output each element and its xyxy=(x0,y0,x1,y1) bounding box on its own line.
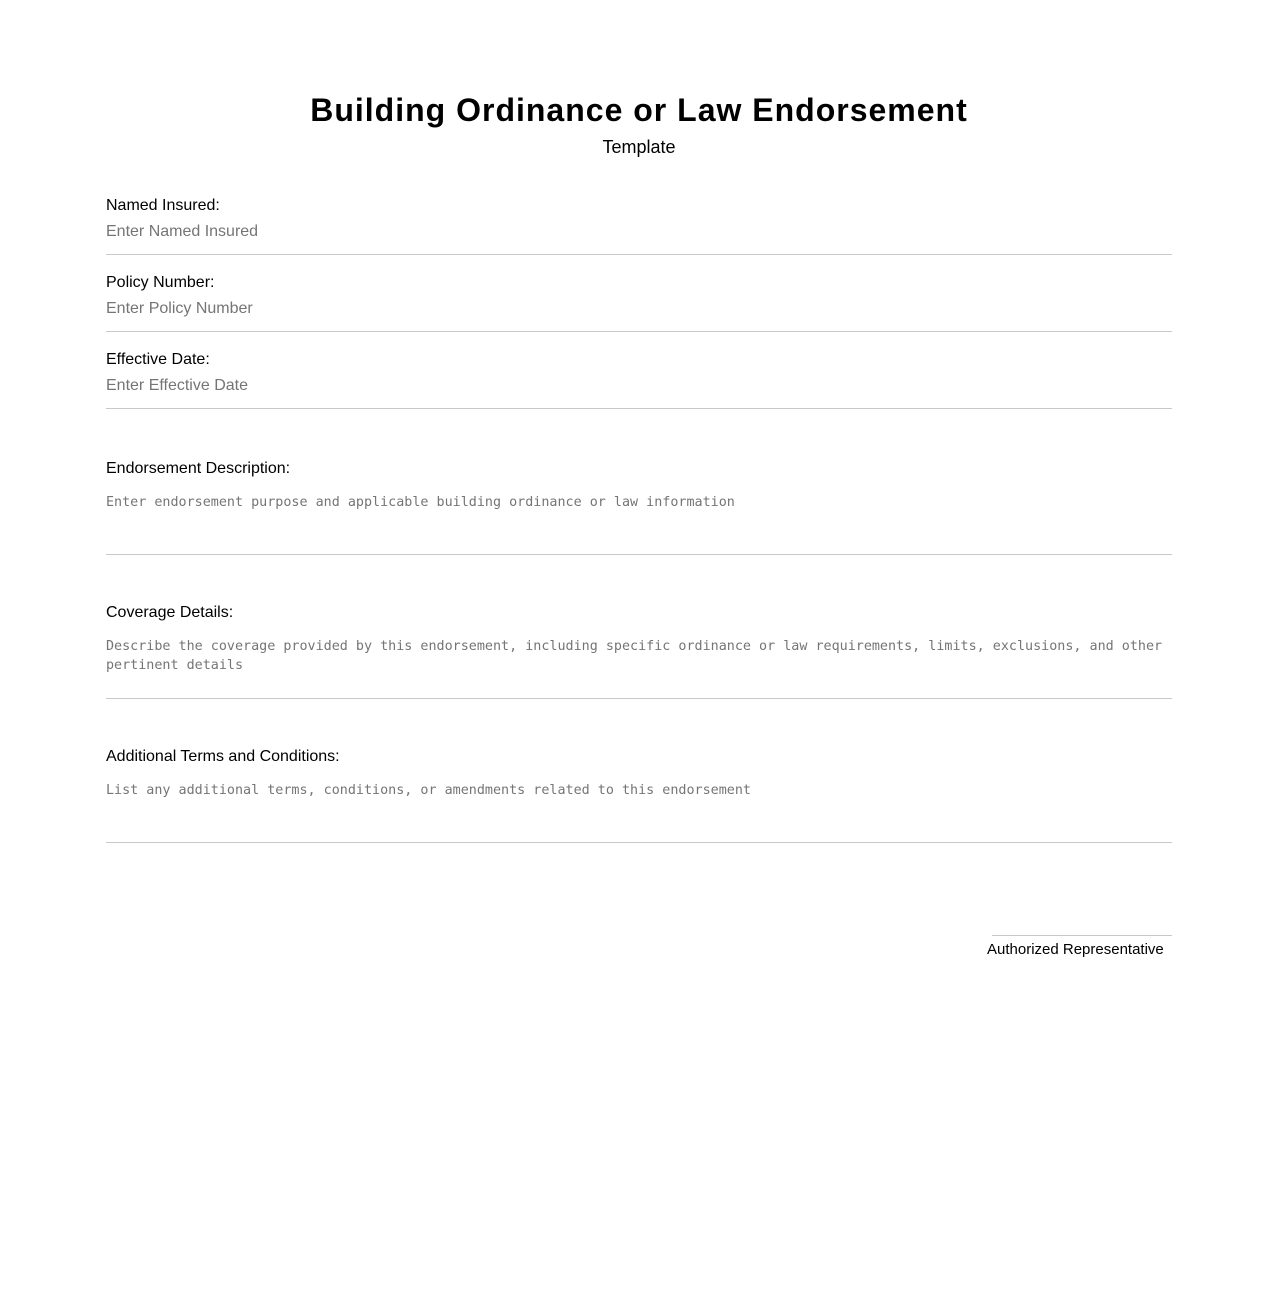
endorsement-description-section xyxy=(106,459,1172,555)
effective-date-input[interactable] xyxy=(106,372,1172,409)
named-insured-label: Named Insured: xyxy=(106,197,220,214)
named-insured-field-group xyxy=(106,196,1172,255)
coverage-details-textarea[interactable] xyxy=(106,637,1172,699)
policy-number-input[interactable] xyxy=(106,295,1172,332)
signature-line xyxy=(992,935,1172,936)
coverage-details-label: Coverage Details: xyxy=(106,604,234,621)
document-title: Building Ordinance or Law Endorsement xyxy=(310,92,968,128)
signature-label: Authorized Representative xyxy=(987,941,1164,958)
endorsement-description-label: Endorsement Description: xyxy=(106,460,291,477)
additional-terms-textarea[interactable] xyxy=(106,781,1172,843)
policy-number-field-group xyxy=(106,273,1172,332)
effective-date-label: Effective Date: xyxy=(106,351,210,368)
document-subtitle: Template xyxy=(602,137,676,157)
effective-date-field-group xyxy=(106,350,1172,409)
coverage-details-section xyxy=(106,603,1172,699)
additional-terms-section xyxy=(106,747,1172,843)
additional-terms-label: Additional Terms and Conditions: xyxy=(106,748,340,765)
policy-number-label: Policy Number: xyxy=(106,274,215,291)
named-insured-input[interactable] xyxy=(106,218,1172,255)
endorsement-description-textarea[interactable] xyxy=(106,493,1172,555)
